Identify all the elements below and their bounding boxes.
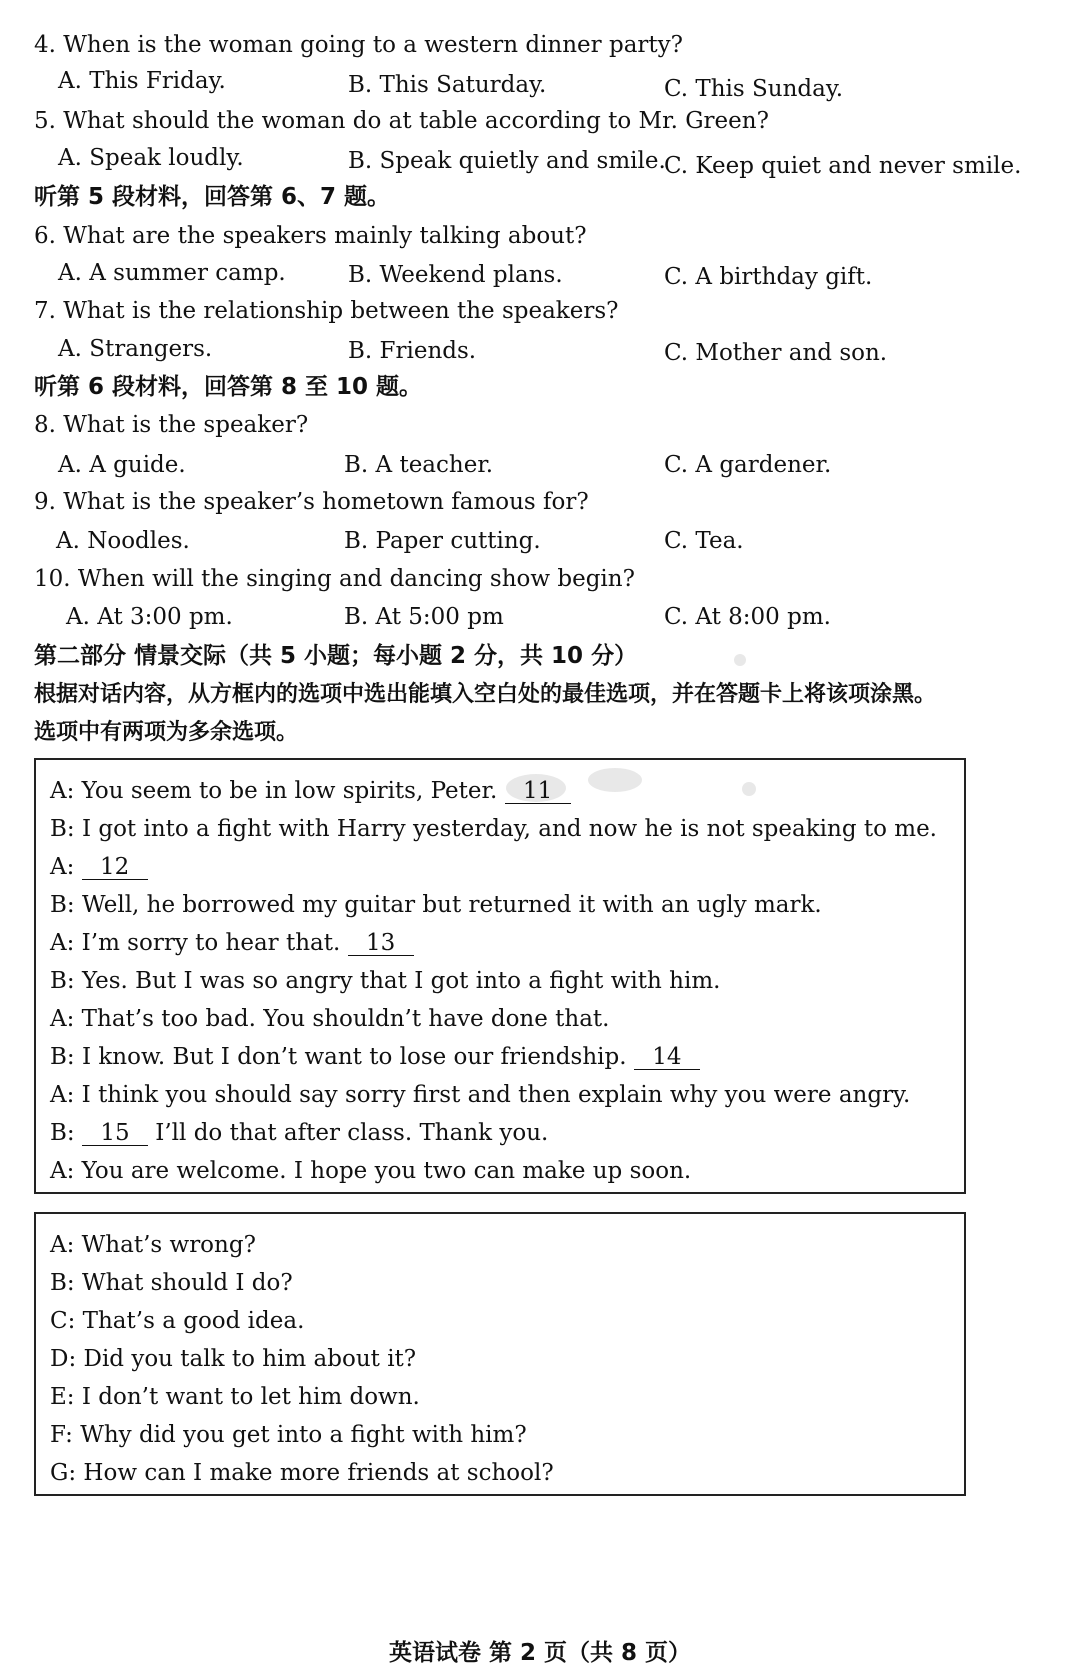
ink-smudge: [588, 768, 642, 792]
question-5-option-c: C. Keep quiet and never smile.: [664, 153, 1022, 179]
question-4-option-c: C. This Sunday.: [664, 76, 844, 102]
blank-13: 13: [348, 932, 414, 956]
blank-12: 12: [82, 856, 148, 880]
part2-instruction-1: 根据对话内容，从方框内的选项中选出能填入空白处的最佳选项，并在答题卡上将该项涂黑。: [34, 682, 937, 707]
dialogue-line-7: A: That’s too bad. You shouldn’t have done that.: [50, 1006, 610, 1032]
question-10-option-b: B. At 5:00 pm: [344, 604, 504, 630]
choices-box: [34, 1212, 966, 1496]
dialogue-line-9: A: I think you should say sorry first and then explain why you were angry.: [50, 1082, 911, 1108]
blank-11: 11: [505, 780, 571, 804]
choice-b: B: What should I do?: [50, 1270, 293, 1296]
choice-a: A: What’s wrong?: [50, 1232, 256, 1258]
dialogue-line-4: B: Well, he borrowed my guitar but returned it with an ugly mark.: [50, 892, 822, 918]
choice-g: G: How can I make more friends at school?: [50, 1460, 554, 1486]
question-5-option-b: B. Speak quietly and smile.: [348, 148, 666, 174]
dialogue-line-2: B: I got into a fight with Harry yesterday, and now he is not speaking to me.: [50, 816, 937, 842]
blank-14: 14: [634, 1046, 700, 1070]
question-7-option-b: B. Friends.: [348, 338, 477, 364]
blank-15: 15: [82, 1122, 148, 1146]
dialogue-line-11: A: You are welcome. I hope you two can make up soon.: [50, 1158, 692, 1184]
question-10-option-c: C. At 8:00 pm.: [664, 604, 831, 630]
question-6-stem: 6. What are the speakers mainly talking about?: [34, 223, 587, 249]
question-9-option-a: A. Noodles.: [56, 528, 190, 554]
ink-dot: [742, 782, 756, 796]
question-4-stem: 4. When is the woman going to a western dinner party?: [34, 32, 683, 58]
question-5-stem: 5. What should the woman do at table according to Mr. Green?: [34, 108, 769, 134]
question-8-option-b: B. A teacher.: [344, 452, 494, 478]
dialogue-line-8: B: I know. But I don’t want to lose our friendship. 14: [50, 1046, 700, 1070]
section-6-heading: 听第 6 段材料，回答第 8 至 10 题。: [34, 374, 423, 400]
question-7-option-c: C. Mother and son.: [664, 340, 888, 366]
question-8-stem: 8. What is the speaker?: [34, 412, 309, 438]
question-4-option-a: A. This Friday.: [58, 68, 226, 94]
ink-dot: [734, 654, 746, 666]
question-10-stem: 10. When will the singing and dancing show begin?: [34, 566, 635, 592]
question-7-stem: 7. What is the relationship between the speakers?: [34, 298, 619, 324]
question-6-option-c: C. A birthday gift.: [664, 264, 873, 290]
question-8-option-a: A. A guide.: [58, 452, 186, 478]
question-9-option-c: C. Tea.: [664, 528, 744, 554]
dialogue-box: [34, 758, 966, 1194]
question-8-option-c: C. A gardener.: [664, 452, 832, 478]
question-4-option-b: B. This Saturday.: [348, 72, 547, 98]
question-6-option-b: B. Weekend plans.: [348, 262, 563, 288]
question-9-stem: 9. What is the speaker’s hometown famous for?: [34, 489, 589, 515]
dialogue-line-10: B: 15 I’ll do that after class. Thank you.: [50, 1120, 549, 1146]
dialogue-line-1: A: You seem to be in low spirits, Peter. 11: [50, 780, 571, 804]
dialogue-line-6: B: Yes. But I was so angry that I got into a fight with him.: [50, 968, 721, 994]
dialogue-line-5: A: I’m sorry to hear that. 13: [50, 932, 414, 956]
section-5-heading: 听第 5 段材料，回答第 6、7 题。: [34, 184, 391, 210]
question-5-option-a: A. Speak loudly.: [58, 145, 244, 171]
question-6-option-a: A. A summer camp.: [58, 260, 286, 286]
page-footer: 英语试卷 第 2 页（共 8 页）: [388, 1640, 692, 1666]
choice-f: F: Why did you get into a fight with him?: [50, 1422, 527, 1448]
dialogue-line-3: A: 12: [50, 856, 148, 880]
question-9-option-b: B. Paper cutting.: [344, 528, 541, 554]
choice-e: E: I don’t want to let him down.: [50, 1384, 420, 1410]
choice-c: C: That’s a good idea.: [50, 1308, 305, 1334]
part2-title: 第二部分 情景交际（共 5 小题；每小题 2 分，共 10 分）: [34, 643, 638, 669]
question-10-option-a: A. At 3:00 pm.: [66, 604, 233, 630]
part2-instruction-2: 选项中有两项为多余选项。: [34, 720, 299, 745]
question-7-option-a: A. Strangers.: [58, 336, 213, 362]
choice-d: D: Did you talk to him about it?: [50, 1346, 417, 1372]
